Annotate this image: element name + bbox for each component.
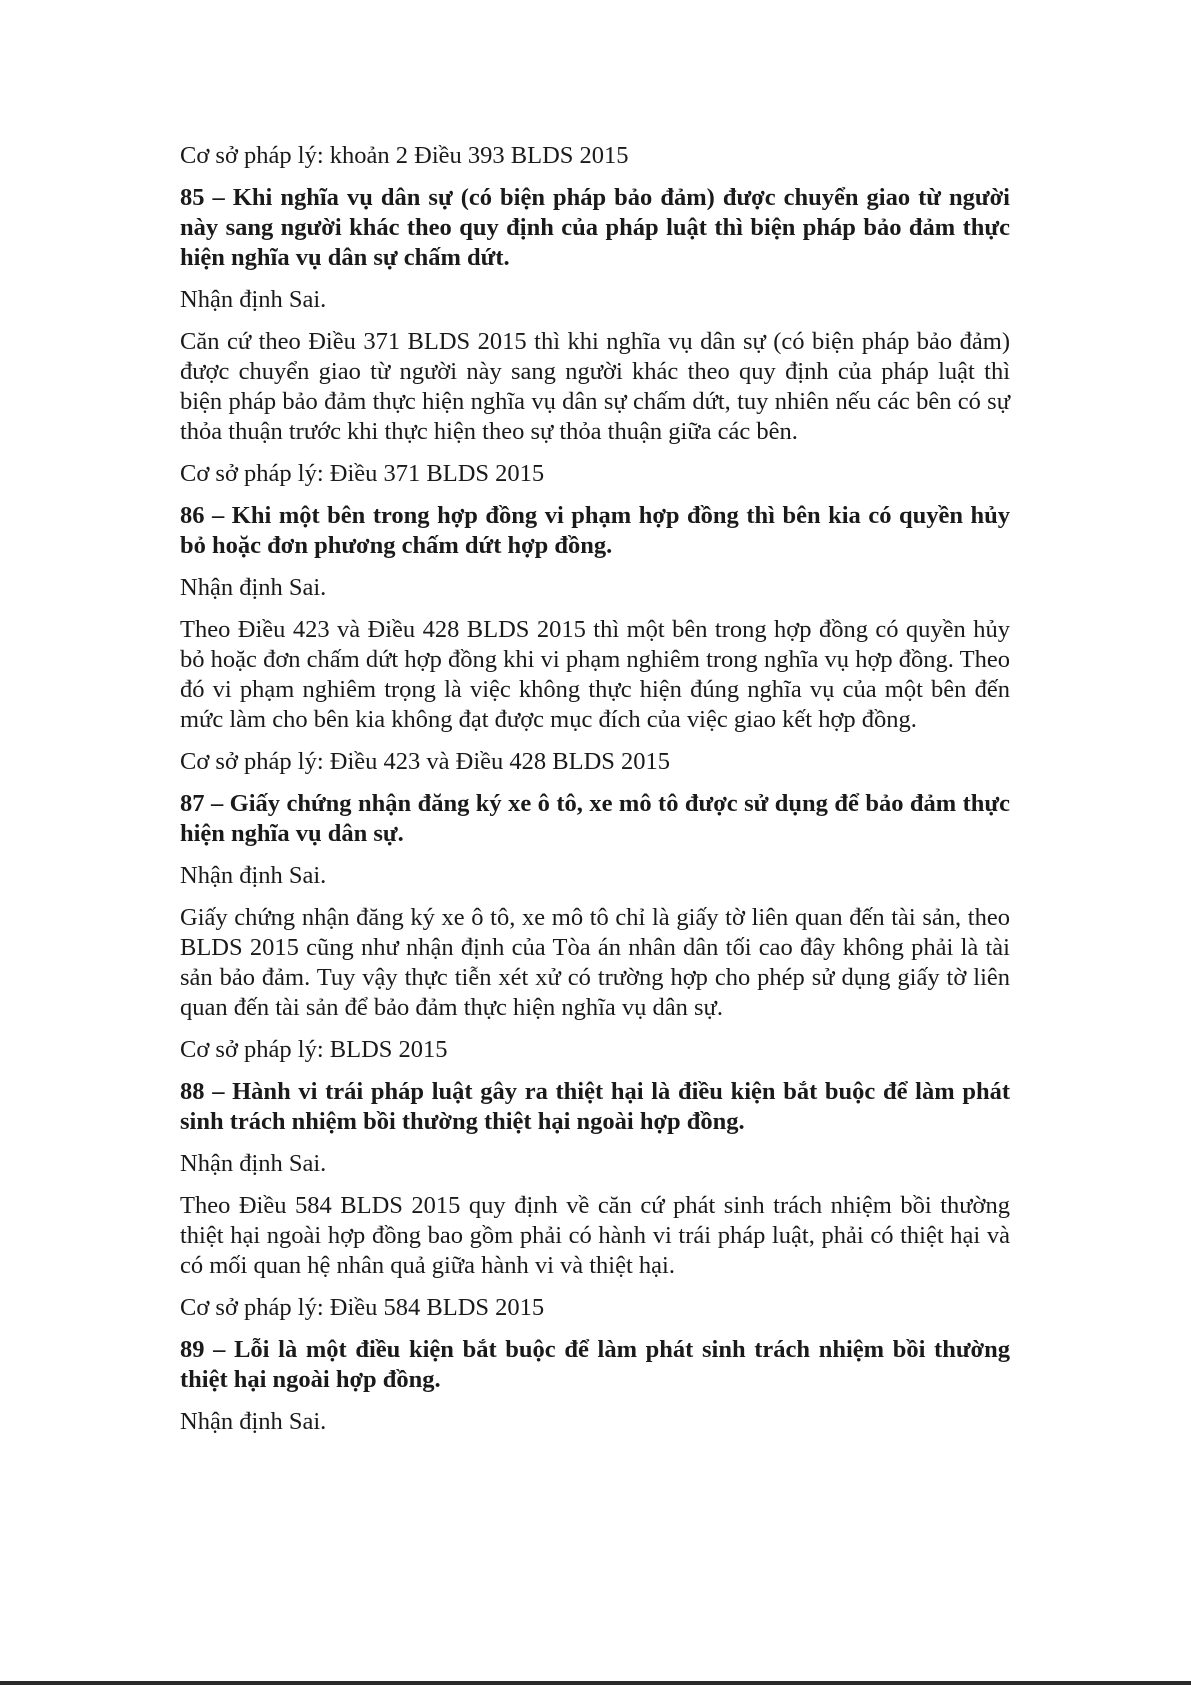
question-85: 85 – Khi nghĩa vụ dân sự (có biện pháp bảo đảm) được chuyển giao từ người này sang người khác theo quy định của pháp luật thì biện pháp bảo đảm thực hiện nghĩa vụ dân sự chấm dứt. [180, 184, 1010, 271]
question-89: 89 – Lỗi là một điều kiện bắt buộc để làm phát sinh trách nhiệm bồi thường thiệt hại ngoài hợp đồng. [180, 1336, 1010, 1393]
document-page [180, 141, 1010, 1449]
explanation: Theo Điều 423 và Điều 428 BLDS 2015 thì một bên trong hợp đồng có quyền hủy bỏ hoặc đơn chấm dứt hợp đồng khi vi phạm nghiêm trong nghĩa vụ hợp đồng. Theo đó vi phạm nghiêm trọng là việc không thực hiện đúng nghĩa vụ của một bên đến mức làm cho bên kia không đạt được mục đích của việc giao kết hợp đồng. [180, 616, 1010, 733]
legal-basis: Cơ sở pháp lý: BLDS 2015 [180, 1036, 448, 1063]
legal-basis: Cơ sở pháp lý: Điều 584 BLDS 2015 [180, 1294, 545, 1321]
verdict: Nhận định Sai. [180, 574, 327, 601]
legal-basis: Cơ sở pháp lý: khoản 2 Điều 393 BLDS 2015 [180, 142, 629, 169]
verdict: Nhận định Sai. [180, 1150, 327, 1177]
explanation: Giấy chứng nhận đăng ký xe ô tô, xe mô tô chỉ là giấy tờ liên quan đến tài sản, theo BLDS 2015 cũng như nhận định của Tòa án nhân dân tối cao đây không phải là tài sản bảo đảm. Tuy vậy thực tiễn xét xử có trường hợp cho phép sử dụng giấy tờ liên quan đến tài sản để bảo đảm thực hiện nghĩa vụ dân sự. [180, 904, 1010, 1021]
verdict: Nhận định Sai. [180, 286, 327, 313]
question-88: 88 – Hành vi trái pháp luật gây ra thiệt hại là điều kiện bắt buộc để làm phát sinh trách nhiệm bồi thường thiệt hại ngoài hợp đồng. [180, 1078, 1010, 1135]
page-bottom-edge [0, 1681, 1191, 1685]
legal-basis: Cơ sở pháp lý: Điều 371 BLDS 2015 [180, 460, 545, 487]
verdict: Nhận định Sai. [180, 862, 327, 889]
question-86: 86 – Khi một bên trong hợp đồng vi phạm hợp đồng thì bên kia có quyền hủy bỏ hoặc đơn phương chấm dứt hợp đồng. [180, 502, 1010, 559]
legal-basis: Cơ sở pháp lý: Điều 423 và Điều 428 BLDS 2015 [180, 748, 671, 775]
explanation: Theo Điều 584 BLDS 2015 quy định về căn cứ phát sinh trách nhiệm bồi thường thiệt hại ngoài hợp đồng bao gồm phải có hành vi trái pháp luật, phải có thiệt hại và có mối quan hệ nhân quả giữa hành vi và thiệt hại. [180, 1192, 1010, 1279]
question-87: 87 – Giấy chứng nhận đăng ký xe ô tô, xe mô tô được sử dụng để bảo đảm thực hiện nghĩa vụ dân sự. [180, 790, 1010, 847]
explanation: Căn cứ theo Điều 371 BLDS 2015 thì khi nghĩa vụ dân sự (có biện pháp bảo đảm) được chuyển giao từ người này sang người khác theo quy định của pháp luật thì biện pháp bảo đảm thực hiện nghĩa vụ dân sự chấm dứt, tuy nhiên nếu các bên có sự thỏa thuận trước khi thực hiện theo sự thỏa thuận giữa các bên. [180, 328, 1010, 445]
verdict: Nhận định Sai. [180, 1408, 327, 1435]
